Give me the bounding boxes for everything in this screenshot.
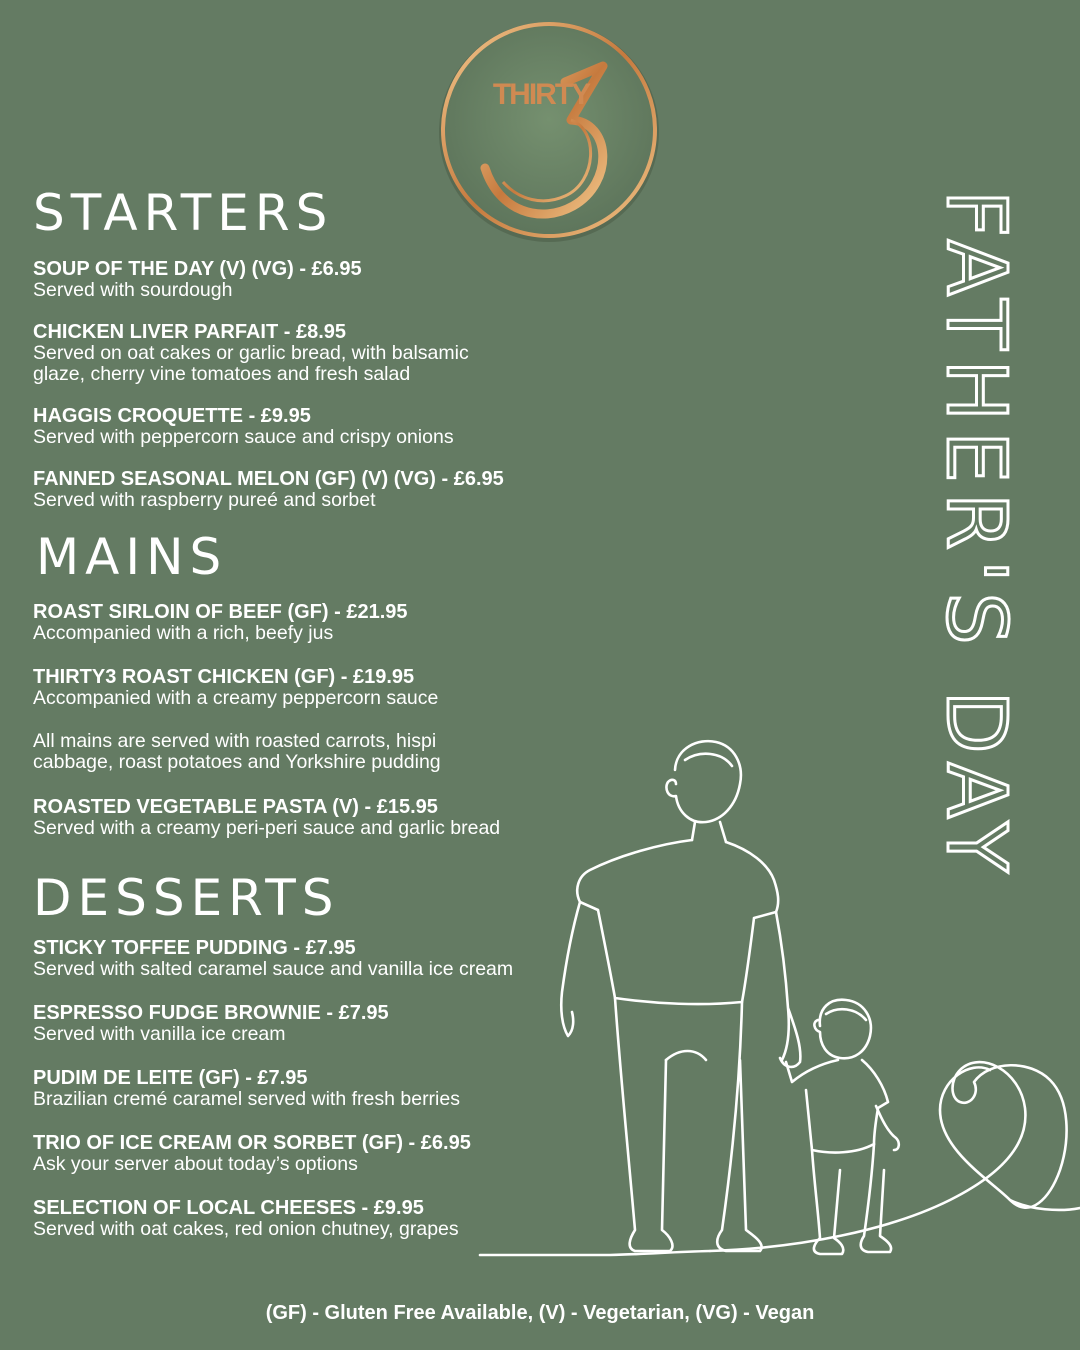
item-title: TRIO OF ICE CREAM OR SORBET (GF) - £6.95 [33, 1132, 471, 1154]
mains-note: All mains are served with roasted carrots, hispi cabbage, roast potatoes and Yorkshire pudding [33, 730, 441, 773]
item-title: FANNED SEASONAL MELON (GF) (V) (VG) - £6.95 [33, 468, 504, 490]
item-description: Served with oat cakes, red onion chutney, grapes [33, 1218, 459, 1240]
item-title: STICKY TOFFEE PUDDING - £7.95 [33, 937, 356, 959]
item-title: CHICKEN LIVER PARFAIT - £8.95 [33, 321, 347, 343]
fathers-day-title-text: FATHER'S DAY [928, 190, 1023, 883]
item-description: Accompanied with a rich, beefy jus [33, 622, 334, 644]
item-description: Served on oat cakes or garlic bread, with balsamic glaze, cherry vine tomatoes and fresh salad [33, 342, 469, 385]
menu-item [33, 601, 593, 644]
item-description: Served with a creamy peri-peri sauce and garlic bread [33, 817, 501, 839]
menu-item [33, 405, 593, 448]
item-title: PUDIM DE LEITE (GF) - £7.95 [33, 1067, 308, 1089]
item-description: Brazilian cremé caramel served with fresh berries [33, 1088, 460, 1110]
item-description: Served with peppercorn sauce and crispy onions [33, 426, 454, 448]
menu-item [33, 258, 593, 301]
menu-item [33, 468, 593, 511]
item-description: Served with vanilla ice cream [33, 1023, 286, 1045]
item-title: SOUP OF THE DAY (V) (VG) - £6.95 [33, 258, 362, 280]
item-description: Served with salted caramel sauce and vanilla ice cream [33, 958, 514, 980]
menu-item [33, 666, 593, 709]
item-title: THIRTY3 ROAST CHICKEN (GF) - £19.95 [33, 666, 415, 688]
logo-wordmark: THIRTY [492, 78, 590, 111]
dietary-legend: (GF) - Gluten Free Available, (V) - Vegetarian, (VG) - Vegan [265, 1302, 815, 1324]
item-title: HAGGIS CROQUETTE - £9.95 [33, 405, 311, 427]
item-description: Served with sourdough [33, 279, 233, 301]
desserts-heading: DESSERTS [33, 869, 340, 927]
menu-item [33, 321, 503, 385]
thirty3-logo [433, 22, 665, 254]
item-title: ROASTED VEGETABLE PASTA (V) - £15.95 [33, 796, 438, 818]
father-body-icon [577, 840, 778, 1004]
mains-heading: MAINS [36, 528, 228, 586]
item-title: SELECTION OF LOCAL CHEESES - £9.95 [33, 1197, 424, 1219]
ground-line-icon [480, 1251, 710, 1255]
logo-emblem-icon [433, 22, 665, 254]
item-description: Accompanied with a creamy peppercorn sauce [33, 687, 439, 709]
item-title: ESPRESSO FUDGE BROWNIE - £7.95 [33, 1002, 389, 1024]
heart-icon [710, 1062, 1067, 1251]
father-child-line-art [470, 730, 1080, 1270]
child-body-icon [786, 1060, 888, 1152]
item-description: Ask your server about today’s options [33, 1153, 358, 1175]
item-description: Served with raspberry pureé and sorbet [33, 489, 376, 511]
starters-heading: STARTERS [33, 184, 334, 242]
item-title: ROAST SIRLOIN OF BEEF (GF) - £21.95 [33, 601, 408, 623]
